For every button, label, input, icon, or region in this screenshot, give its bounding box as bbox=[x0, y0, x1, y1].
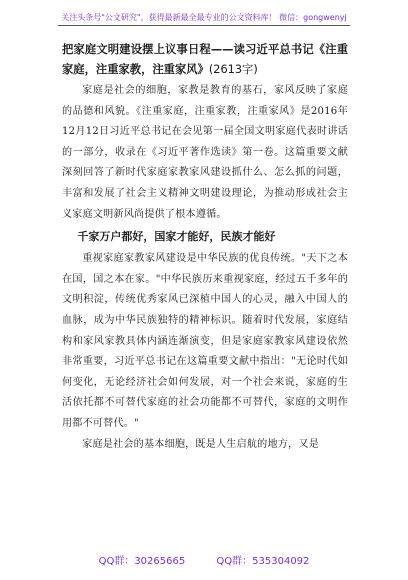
document-body bbox=[62, 40, 348, 455]
footer-qq-groups bbox=[0, 552, 408, 567]
document-title bbox=[62, 40, 348, 80]
document-title-text: 把家庭文明建设摆上议事日程——读习近平总书记《注重家庭，注重家教，注重家风》 bbox=[62, 43, 348, 76]
section-paragraph: 家庭是社会的基本细胞，既是人生启航的地方，又是 bbox=[82, 438, 319, 450]
qq-group-secondary: QQ群：535304092 bbox=[216, 556, 310, 567]
qq-group-primary: QQ群：30265665 bbox=[98, 556, 186, 567]
intro-paragraph: 家庭是社会的细胞，家教是教育的基石，家风反映了家庭的品德和风貌。《注重家庭，注重家教，注重家风》是2016年12月12日习近平总书记在会见第一届全国文明家庭代表时讲话的一部分，收录在《习近平著作选读》第一卷。这篇重要文献深刻回答了新时代家庭家教家风建设抓什么、怎么抓的问题，丰富和发展了社会主义精神文明建设理论，为推动形成社会主义家庭文明新风尚提供了根本遵循。 bbox=[62, 85, 348, 220]
header-banner: 关注头条号"公文研究"，获得最新最全最专业的公文资料库！ 微信：gongwenyj bbox=[61, 13, 347, 22]
header-divider bbox=[58, 25, 350, 26]
section-paragraph: 重视家庭家教家风建设是中华民族的优良传统。"天下之本在国，国之本在家。"中华民族历来重视家庭，经过五千多年的文明积淀，传统优秀家风已深植中国人的心灵，融入中国人的血脉，成为中华民族独特的精神标识。随着时代发展，家庭结构和家风家教具体内涵连渐演变，但是家庭家教家风建设依然非常重要，习近平总书记在这篇重要文献中指出："无论时代如何变化，无论经济社会如何发展，对一个社会来说，家庭的生活依托都不可替代家庭的社会功能都不可替代，家庭的文明作用都不可替代。" bbox=[62, 253, 348, 429]
word-count: (2613字) bbox=[208, 63, 258, 76]
section-heading: 千家万户都好，国家才能好，民族才能好 bbox=[77, 230, 276, 244]
